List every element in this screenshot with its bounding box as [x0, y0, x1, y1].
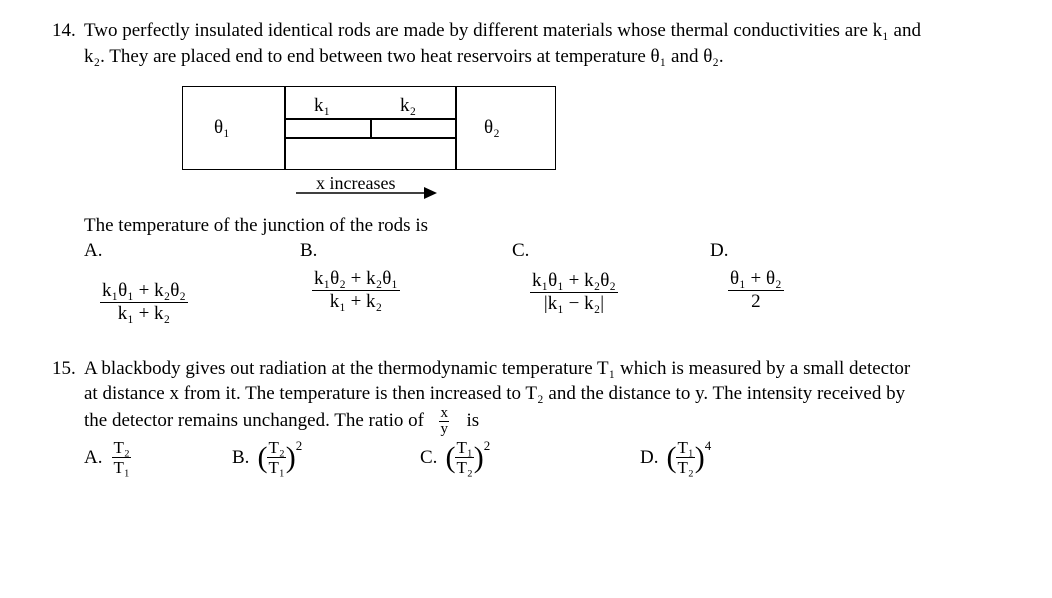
ratio-numerator: x — [440, 405, 448, 421]
x-increases-label: x increases — [316, 173, 396, 193]
q15-option-c-label: C. — [420, 446, 438, 468]
q15-option-b-label: B. — [232, 446, 250, 468]
k1-label: k₁ — [314, 95, 331, 116]
q15-text-line3-prefix: the detector remains unchanged. The ratio of — [84, 409, 424, 431]
numerator: k₁θ₂ + k₂θ₁ — [314, 268, 398, 289]
right-paren: ) — [694, 440, 705, 474]
q15-text-line3-suffix: is — [466, 409, 480, 431]
numerator: T₂ — [268, 438, 285, 457]
q15-option-a-fraction — [112, 438, 130, 477]
left-paren: ( — [257, 440, 268, 474]
q14-option-a-label[interactable]: A. — [84, 240, 103, 261]
q15-option-c-fraction — [455, 438, 473, 477]
q15-text-line1: A blackbody gives out radiation at the thermodynamic temperature T₁ which is measured by a small detector — [84, 358, 911, 379]
k2-label: k₂ — [400, 95, 417, 116]
denominator: k₁ + k₂ — [329, 291, 383, 312]
ratio-denominator: y — [440, 421, 448, 437]
denominator: T₂ — [677, 458, 694, 477]
exponent: 4 — [704, 438, 712, 453]
left-paren: ( — [666, 440, 677, 474]
q14-number: 14. — [52, 20, 76, 41]
q14-text-line1: Two perfectly insulated identical rods are made by different materials whose thermal conductivities are k₁ and — [84, 20, 921, 41]
exponent: 2 — [483, 438, 491, 453]
q15-option-d-fraction — [676, 438, 694, 477]
rod-junction — [370, 118, 372, 138]
q14-option-d-formula — [728, 268, 784, 313]
right-paren: ) — [285, 440, 296, 474]
q14-question: The temperature of the junction of the rods is — [84, 215, 429, 236]
numerator: k₁θ₁ + k₂θ₂ — [102, 280, 186, 301]
left-paren: ( — [445, 440, 456, 474]
reservoir1-divider — [284, 86, 286, 170]
q15-option-c[interactable] — [420, 438, 490, 477]
ratio-x-over-y — [439, 406, 449, 437]
denominator: |k₁ − k₂| — [543, 293, 604, 314]
denominator: T₁ — [268, 458, 285, 477]
q15-text-line3 — [84, 406, 479, 437]
right-paren: ) — [473, 440, 484, 474]
q14-option-d-label[interactable]: D. — [710, 240, 729, 261]
numerator: k₁θ₁ + k₂θ₂ — [532, 270, 616, 291]
q14-option-b-label[interactable]: B. — [300, 240, 318, 261]
q15-option-d[interactable] — [640, 438, 711, 477]
q15-number: 15. — [52, 358, 76, 379]
denominator: 2 — [751, 291, 761, 312]
q14-text-line2: k₂. They are placed end to end between two heat reservoirs at temperature θ₁ and θ₂. — [84, 46, 724, 67]
denominator: T₂ — [456, 458, 473, 477]
denominator: k₁ + k₂ — [117, 303, 171, 324]
q14-option-a-formula — [100, 280, 188, 325]
numerator: θ₁ + θ₂ — [730, 268, 782, 289]
x-direction-arrow — [296, 186, 438, 200]
exponent: 2 — [295, 438, 303, 453]
diagram-outer-box — [182, 86, 556, 170]
q14-option-c-label[interactable]: C. — [512, 240, 530, 261]
numerator: T₁ — [456, 438, 473, 457]
reservoir2-divider — [455, 86, 457, 170]
theta1-label: θ₁ — [214, 117, 230, 138]
q14-option-b-formula — [312, 268, 400, 313]
q15-option-b-fraction — [267, 438, 285, 477]
theta2-label: θ₂ — [484, 117, 500, 138]
q15-option-a-label: A. — [84, 446, 103, 468]
numerator: T₁ — [677, 438, 694, 457]
q15-option-a[interactable] — [84, 438, 131, 477]
numerator: T₂ — [113, 438, 130, 457]
denominator: T₁ — [113, 458, 130, 477]
q14-option-c-formula — [530, 270, 618, 315]
q15-option-b[interactable] — [232, 438, 302, 477]
q15-text-line2: at distance x from it. The temperature is then increased to T₂ and the distance to y. The intensity received by — [84, 383, 906, 404]
q15-option-d-label: D. — [640, 446, 659, 468]
